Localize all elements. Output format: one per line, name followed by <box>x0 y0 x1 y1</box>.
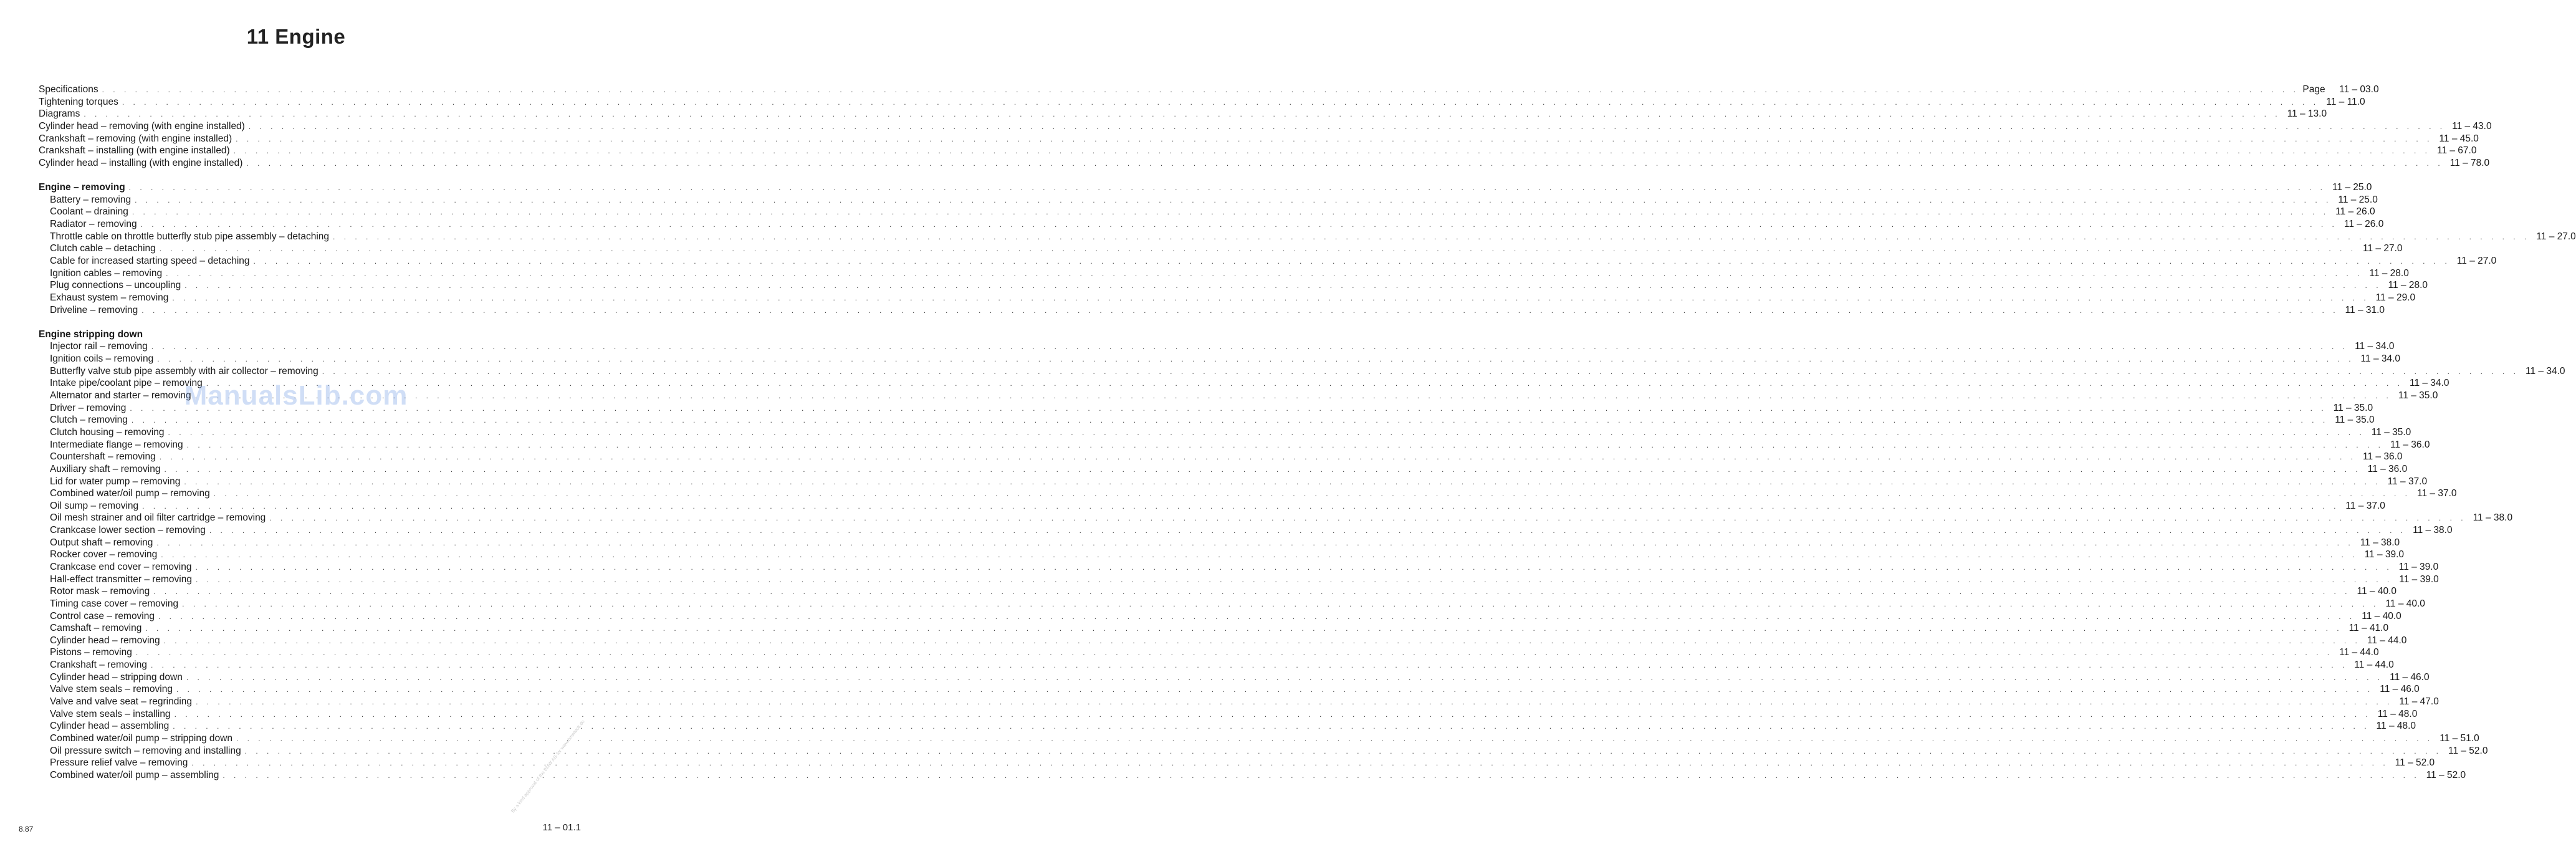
toc-entry <box>39 157 2490 170</box>
toc-entry-label: Cylinder head – removing <box>50 635 160 646</box>
toc-entry-label: Pistons – removing <box>50 647 132 658</box>
dot-leader: . . . . . . . . . . . . . . . . . . . . . . . . . . . . . . . . . . . . . . . . . . . . . . . . . . . . . . . . . . . . . . . . . . . . . . . . . . . . . . . . . . . . . . . . . . . . . . . . . . . . . . . . . . . . . . . . . . . . . . . . . . . . . . . . . . . . . . . . . . . . . . . . . . . . . . . . . . . . . . . . . . . . . . . . . . . . . . . . . . . . . . . . . . . . . . . . . . . . . . . . <box>141 305 2339 315</box>
toc-entry-label: Crankcase end cover – removing <box>50 561 192 572</box>
toc-entry-label: Cylinder head – removing (with engine installed) <box>39 120 245 132</box>
dot-leader: . . . . . . . . . . . . . . . . . . . . . . . . . . . . . . . . . . . . . . . . . . . . . . . . . . . . . . . . . . . . . . . . . . . . . . . . . . . . . . . . . . . . . . . . . . . . . . . . . . . . . . . . . . . . . . . . . . . . . . . . . . . . . . . . . . . . . . . . . . . . . . . . . . . . . . . . . . . . . . . . . . . . . . . . . . . . . . . . . . . . . . . . . . . . . . . . . . . . . . . . <box>176 685 2373 694</box>
toc-entry <box>39 194 2378 206</box>
dot-leader: . . . . . . . . . . . . . . . . . . . . . . . . . . . . . . . . . . . . . . . . . . . . . . . . . . . . . . . . . . . . . . . . . . . . . . . . . . . . . . . . . . . . . . . . . . . . . . . . . . . . . . . . . . . . . . . . . . . . . . . . . . . . . . . . . . . . . . . . . . . . . . . . . . . . . . . . . . . . . . . . . . . . . . . . . . . . . . . . . . . . . . . . . . . . . . . . . . . . . . . . <box>194 391 2392 401</box>
dot-leader: . . . . . . . . . . . . . . . . . . . . . . . . . . . . . . . . . . . . . . . . . . . . . . . . . . . . . . . . . . . . . . . . . . . . . . . . . . . . . . . . . . . . . . . . . . . . . . . . . . . . . . . . . . . . . . . . . . . . . . . . . . . . . . . . . . . . . . . . . . . . . . . . . . . . . . . . . . . . . . . . . . . . . . . . . . . . . . . . . . . . . . . . . . . . . . . . . . . . . . . . <box>166 269 2363 278</box>
toc-entry <box>39 573 2439 586</box>
toc-entry <box>39 304 2385 317</box>
toc-entry <box>39 500 2385 512</box>
toc-entry-label: Countershaft – removing <box>50 451 156 463</box>
toc-entry-label: Engine – removing <box>39 182 125 193</box>
dot-leader: . . . . . . . . . . . . . . . . . . . . . . . . . . . . . . . . . . . . . . . . . . . . . . . . . . . . . . . . . . . . . . . . . . . . . . . . . . . . . . . . . . . . . . . . . . . . . . . . . . . . . . . . . . . . . . . . . . . . . . . . . . . . . . . . . . . . . . . . . . . . . . . . . . . . . . . . . . . . . . . . . . . . . . . . . . . . . . . . . . . . . . . . . . . . . . . . . . . . . . . . <box>195 562 2393 572</box>
dot-leader: . . . . . . . . . . . . . . . . . . . . . . . . . . . . . . . . . . . . . . . . . . . . . . . . . . . . . . . . . . . . . . . . . . . . . . . . . . . . . . . . . . . . . . . . . . . . . . . . . . . . . . . . . . . . . . . . . . . . . . . . . . . . . . . . . . . . . . . . . . . . . . . . . . . . . . . . . . . . . . . . . . . . . . . . . . . . . . . . . . . . . . . . . . . . . . . . . . . . . . . . <box>186 673 2383 682</box>
dot-leader: . . . . . . . . . . . . . . . . . . . . . . . . . . . . . . . . . . . . . . . . . . . . . . . . . . . . . . . . . . . . . . . . . . . . . . . . . . . . . . . . . . . . . . . . . . . . . . . . . . . . . . . . . . . . . . . . . . . . . . . . . . . . . . . . . . . . . . . . . . . . . . . . . . . . . . . . . . . . . . . . . . . . . . . . . . . . . . . . . . . . . . . . . . . . . . . . . . . . . . . . <box>156 538 2354 547</box>
dot-leader: . . . . . . . . . . . . . . . . . . . . . . . . . . . . . . . . . . . . . . . . . . . . . . . . . . . . . . . . . . . . . . . . . . . . . . . . . . . . . . . . . . . . . . . . . . . . . . . . . . . . . . . . . . . . . . . . . . . . . . . . . . . . . . . . . . . . . . . . . . . . . . . . . . . . . . . . . . . . . . . . . . . . . . . . . . . . . . . . . . . . . . . . . . . . . . . . . . . . . . . . <box>196 575 2393 584</box>
toc-entry-label: Ignition cables – removing <box>50 267 163 279</box>
footer-page-number: 11 – 01.1 <box>542 822 581 833</box>
dot-leader: . . . . . . . . . . . . . . . . . . . . . . . . . . . . . . . . . . . . . . . . . . . . . . . . . . . . . . . . . . . . . . . . . . . . . . . . . . . . . . . . . . . . . . . . . . . . . . . . . . . . . . . . . . . . . . . . . . . . . . . . . . . . . . . . . . . . . . . . . . . . . . . . . . . . . . . . . . . . . . . . . . . . . . . . . . . . . . . . . . . . . . . . . . . . . . . . . . . . . . . . <box>159 244 2357 254</box>
toc-entry-page: 11 – 38.0 <box>2413 525 2453 536</box>
toc-entry-page: 11 – 47.0 <box>2399 696 2439 708</box>
toc-entry-label: Camshaft – removing <box>50 623 142 634</box>
toc-entry <box>39 463 2408 476</box>
toc-entry <box>39 549 2405 561</box>
toc-entry-page: 11 – 35.0 <box>2371 426 2411 438</box>
toc-entry-page: 11 – 37.0 <box>2387 476 2428 487</box>
dot-leader: . . . . . . . . . . . . . . . . . . . . . . . . . . . . . . . . . . . . . . . . . . . . . . . . . . . . . . . . . . . . . . . . . . . . . . . . . . . . . . . . . . . . . . . . . . . . . . . . . . . . . . . . . . . . . . . . . . . . . . . . . . . . . . . . . . . . . . . . . . . . . . . . . . . . . . . . . . . . . . . . . . . . . . . . . . . . . . . . . . . . . . . . . . . . . . . . . . . . . . . . <box>142 501 2339 511</box>
toc-entry <box>39 340 2395 353</box>
toc-entry <box>39 279 2428 292</box>
toc-entry <box>39 757 2435 769</box>
section-gap <box>39 316 558 329</box>
toc-entry <box>39 745 2488 757</box>
toc-entry-page: 11 – 52.0 <box>2426 769 2466 780</box>
dot-leader: . . . . . . . . . . . . . . . . . . . . . . . . . . . . . . . . . . . . . . . . . . . . . . . . . . . . . . . . . . . . . . . . . . . . . . . . . . . . . . . . . . . . . . . . . . . . . . . . . . . . . . . . . . . . . . . . . . . . . . . . . . . . . . . . . . . . . . . . . . . . . . . . . . . . . . . . . . . . . . . . . . . . . . . . . . . . . . . . . . . . . . . . . . . . . . . . . . . . . . . . <box>269 514 2467 523</box>
toc-entry <box>39 708 2418 721</box>
dot-leader: . . . . . . . . . . . . . . . . . . . . . . . . . . . . . . . . . . . . . . . . . . . . . . . . . . . . . . . . . . . . . . . . . . . . . . . . . . . . . . . . . . . . . . . . . . . . . . . . . . . . . . . . . . . . . . . . . . . . . . . . . . . . . . . . . . . . . . . . . . . . . . . . . . . . . . . . . . . . . . . . . . . . . . . . . . . . . . . . . . . . . . . . . . . . . . . . . . . . . . . . <box>163 636 2361 645</box>
dot-leader: . . . . . . . . . . . . . . . . . . . . . . . . . . . . . . . . . . . . . . . . . . . . . . . . . . . . . . . . . . . . . . . . . . . . . . . . . . . . . . . . . . . . . . . . . . . . . . . . . . . . . . . . . . . . . . . . . . . . . . . . . . . . . . . . . . . . . . . . . . . . . . . . . . . . . . . . . . . . . . . . . . . . . . . . . . . . . . . . . . . . . . . . . . . . . . . . . . . . . . . . <box>191 759 2389 768</box>
dot-leader: . . . . . . . . . . . . . . . . . . . . . . . . . . . . . . . . . . . . . . . . . . . . . . . . . . . . . . . . . . . . . . . . . . . . . . . . . . . . . . . . . . . . . . . . . . . . . . . . . . . . . . . . . . . . . . . . . . . . . . . . . . . . . . . . . . . . . . . . . . . . . . . . . . . . . . . . . . . . . . . . . . . . . . . . . . . . . . . . . . . . . . . . . . . . . . . . . . . . . . . . <box>151 342 2349 352</box>
toc-entry-page: 11 – 34.0 <box>2526 365 2565 377</box>
toc-entry-page: 11 – 34.0 <box>2355 341 2395 352</box>
toc-entry <box>39 512 2513 524</box>
toc-entry-page: 11 – 29.0 <box>2375 292 2416 303</box>
toc-entry-label: Crankshaft – removing (with engine installed) <box>39 133 232 144</box>
toc-entry-page: 11 – 39.0 <box>2399 573 2439 585</box>
toc-entry <box>39 365 2565 378</box>
toc-entry <box>39 439 2430 451</box>
dot-leader: . . . . . . . . . . . . . . . . . . . . . . . . . . . . . . . . . . . . . . . . . . . . . . . . . . . . . . . . . . . . . . . . . . . . . . . . . . . . . . . . . . . . . . . . . . . . . . . . . . . . . . . . . . . . . . . . . . . . . . . . . . . . . . . . . . . . . . . . . . . . . . . . . . . . . . . . . . . . . . . . . . . . . . . . . . . . . . . . . . . . . . . . . . . . . . . . . . . . . . . . <box>246 158 2444 168</box>
toc-entry-label: Driveline – removing <box>50 304 138 315</box>
toc-entry-label: Timing case cover – removing <box>50 598 179 609</box>
dot-leader: . . . . . . . . . . . . . . . . . . . . . . . . . . . . . . . . . . . . . . . . . . . . . . . . . . . . . . . . . . . . . . . . . . . . . . . . . . . . . . . . . . . . . . . . . . . . . . . . . . . . . . . . . . . . . . . . . . . . . . . . . . . . . . . . . . . . . . . . . . . . . . . . . . . . . . . . . . . . . . . . . . . . . . . . . . . . . . . . . . . . . . . . . . . . . . . . . . . . . . . . <box>182 599 2379 608</box>
section-heading <box>39 181 2372 194</box>
toc-entry <box>39 696 2439 708</box>
dot-leader: . . . . . . . . . . . . . . . . . . . . . . . . . . . . . . . . . . . . . . . . . . . . . . . . . . . . . . . . . . . . . . . . . . . . . . . . . . . . . . . . . . . . . . . . . . . . . . . . . . . . . . . . . . . . . . . . . . . . . . . . . . . . . . . . . . . . . . . . . . . . . . . . . . . . . . . . . . . . . . . . . . . . . . . . . . . . . . . . . . . . . . . . . . . . . . . . . . . . . . . . <box>153 587 2350 597</box>
toc-entry <box>39 635 2407 647</box>
footer-date: 8.87 <box>19 825 34 833</box>
toc-entry <box>39 487 2457 500</box>
toc-entry-label: Intermediate flange – removing <box>50 439 183 450</box>
toc-entry <box>39 610 2401 623</box>
toc-entry-page: 11 – 38.0 <box>2473 512 2513 524</box>
toc-entry-label: Combined water/oil pump – assembling <box>50 769 219 780</box>
toc-entry-label: Auxiliary shaft – removing <box>50 463 161 474</box>
toc-entry <box>39 108 2327 120</box>
toc-entry-page: 11 – 36.0 <box>2390 439 2430 450</box>
toc-entry-label: Cylinder head – stripping down <box>50 671 183 683</box>
toc-entry <box>39 414 2375 426</box>
toc-entry-label: Clutch – removing <box>50 415 128 426</box>
toc-entry-page: 11 – 37.0 <box>2345 500 2385 511</box>
dot-leader: . . . . . . . . . . . . . . . . . . . . . . . . . . . . . . . . . . . . . . . . . . . . . . . . . . . . . . . . . . . . . . . . . . . . . . . . . . . . . . . . . . . . . . . . . . . . . . . . . . . . . . . . . . . . . . . . . . . . . . . . . . . . . . . . . . . . . . . . . . . . . . . . . . . . . . . . . . . . . . . . . . . . . . . . . . . . . . . . . . . . . . . . . . . . . . . . . . . . . . . . <box>168 428 2365 437</box>
dot-leader: . . . . . . . . . . . . . . . . . . . . . . . . . . . . . . . . . . . . . . . . . . . . . . . . . . . . . . . . . . . . . . . . . . . . . . . . . . . . . . . . . . . . . . . . . . . . . . . . . . . . . . . . . . . . . . . . . . . . . . . . . . . . . . . . . . . . . . . . . . . . . . . . . . . . . . . . . . . . . . . . . . . . . . . . . . . . . . . . . . . . . . . . . . . . . . . . . . . . . . . . <box>150 661 2348 670</box>
toc-entry-label: Radiator – removing <box>50 219 137 230</box>
toc-entry-label: Combined water/oil pump – stripping down <box>50 732 232 744</box>
toc-entry-page: 11 – 26.0 <box>2335 206 2375 218</box>
toc-entry-page: 11 – 40.0 <box>2385 598 2425 609</box>
toc-entry-page: 11 – 43.0 <box>2452 120 2492 132</box>
toc-entry-label: Tightening torques <box>39 96 118 107</box>
toc-entry-label: Driver – removing <box>50 402 127 413</box>
toc-entry-label: Intake pipe/coolant pipe – removing <box>50 378 203 389</box>
toc-entry-label: Lid for water pump – removing <box>50 476 181 487</box>
dot-leader: . . . . . . . . . . . . . . . . . . . . . . . . . . . . . . . . . . . . . . . . . . . . . . . . . . . . . . . . . . . . . . . . . . . . . . . . . . . . . . . . . . . . . . . . . . . . . . . . . . . . . . . . . . . . . . . . . . . . . . . . . . . . . . . . . . . . . . . . . . . . . . . . . . . . . . . . . . . . . . . . . . . . . . . . . . . . . . . . . . . . . . . . . . . . . . . . . . . . . . . . <box>223 770 2420 780</box>
toc-entry <box>39 598 2425 610</box>
dot-leader: . . . . . . . . . . . . . . . . . . . . . . . . . . . . . . . . . . . . . . . . . . . . . . . . . . . . . . . . . . . . . . . . . . . . . . . . . . . . . . . . . . . . . . . . . . . . . . . . . . . . . . . . . . . . . . . . . . . . . . . . . . . . . . . . . . . . . . . . . . . . . . . . . . . . . . . . . . . . . . . . . . . . . . . . . . . . . . . . . . . . . . . . . . . . . . . . . . . . . . . . <box>206 379 2403 388</box>
toc-entry <box>39 451 2403 463</box>
toc-entry-label: Hall-effect transmitter – removing <box>50 573 192 585</box>
toc-entry-label: Valve stem seals – installing <box>50 708 171 719</box>
toc-entry-page: 11 – 36.0 <box>2367 463 2408 474</box>
toc-entry-page: 11 – 78.0 <box>2449 157 2490 168</box>
toc-entry-label: Cable for increased starting speed – detaching <box>50 255 250 266</box>
dot-leader: . . . . . . . . . . . . . . . . . . . . . . . . . . . . . . . . . . . . . . . . . . . . . . . . . . . . . . . . . . . . . . . . . . . . . . . . . . . . . . . . . . . . . . . . . . . . . . . . . . . . . . . . . . . . . . . . . . . . . . . . . . . . . . . . . . . . . . . . . . . . . . . . . . . . . . . . . . . . . . . . . . . . . . . . . . . . . . . . . . . . . . . . . . . . . . . . . . . . . . . . <box>132 208 2329 217</box>
toc-entry-page: 11 – 48.0 <box>2377 708 2418 719</box>
toc-entry-label: Battery – removing <box>50 194 132 205</box>
toc-entry-label: Throttle cable on throttle butterfly stub pipe assembly – detaching <box>50 231 330 242</box>
toc-entry-page: 11 – 34.0 <box>2409 378 2449 389</box>
approval-stamp: By a kind approval of the BMW AG for www.bmwteck.de <box>510 719 586 814</box>
toc-entry-label: Specifications <box>39 84 98 95</box>
toc-entry-label: Pressure relief valve – removing <box>50 757 188 769</box>
toc-entry-label: Clutch cable – detaching <box>50 243 156 254</box>
toc-entry <box>39 133 2479 145</box>
toc-entry <box>39 353 2401 365</box>
toc-entry <box>39 524 2453 537</box>
toc-entry-page: 11 – 28.0 <box>2369 267 2409 279</box>
toc-entry <box>39 659 2394 671</box>
dot-leader: . . . . . . . . . . . . . . . . . . . . . . . . . . . . . . . . . . . . . . . . . . . . . . . . . . . . . . . . . . . . . . . . . . . . . . . . . . . . . . . . . . . . . . . . . . . . . . . . . . . . . . . . . . . . . . . . . . . . . . . . . . . . . . . . . . . . . . . . . . . . . . . . . . . . . . . . . . . . . . . . . . . . . . . . . . . . . . . . . . . . . . . . . . . . . . . . . . . . . . . . <box>333 232 2530 241</box>
toc-entry-page: 11 – 44.0 <box>2339 647 2379 658</box>
dot-leader: . . . . . . . . . . . . . . . . . . . . . . . . . . . . . . . . . . . . . . . . . . . . . . . . . . . . . . . . . . . . . . . . . . . . . . . . . . . . . . . . . . . . . . . . . . . . . . . . . . . . . . . . . . . . . . . . . . . . . . . . . . . . . . . . . . . . . . . . . . . . . . . . . . . . . . . . . . . . . . . . . . . . . . . . . . . . . . . . . . . . . . . . . . . . . . . . . . . . . . . . <box>135 195 2332 204</box>
toc-entry-page: 11 – 44.0 <box>2354 660 2394 671</box>
toc-entry-label: Injector rail – removing <box>50 341 148 352</box>
toc-entry-page: 11 – 46.0 <box>2380 684 2420 695</box>
toc-entry-page: 11 – 40.0 <box>2362 610 2401 621</box>
toc-entry-label: Combined water/oil pump – removing <box>50 488 210 499</box>
toc-entry-page: 11 – 40.0 <box>2357 586 2396 597</box>
dot-leader: . . . . . . . . . . . . . . . . . . . . . . . . . . . . . . . . . . . . . . . . . . . . . . . . . . . . . . . . . . . . . . . . . . . . . . . . . . . . . . . . . . . . . . . . . . . . . . . . . . . . . . . . . . . . . . . . . . . . . . . . . . . . . . . . . . . . . . . . . . . . . . . . . . . . . . . . . . . . . . . . . . . . . . . . . . . . . . . . . . . . . . . . . . . . . . . . . . . . . . . . <box>161 550 2358 560</box>
toc-entry-label: Diagrams <box>39 108 80 120</box>
dot-leader: . . . . . . . . . . . . . . . . . . . . . . . . . . . . . . . . . . . . . . . . . . . . . . . . . . . . . . . . . . . . . . . . . . . . . . . . . . . . . . . . . . . . . . . . . . . . . . . . . . . . . . . . . . . . . . . . . . . . . . . . . . . . . . . . . . . . . . . . . . . . . . . . . . . . . . . . . . . . . . . . . . . . . . . . . . . . . . . . . . . . . . . . . . . . . . . . . . . . . . . . <box>172 293 2370 302</box>
toc-entry-page: 11 – 41.0 <box>2349 623 2389 634</box>
dot-leader: . . . . . . . . . . . . . . . . . . . . . . . . . . . . . . . . . . . . . . . . . . . . . . . . . . . . . . . . . . . . . . . . . . . . . . . . . . . . . . . . . . . . . . . . . . . . . . . . . . . . . . . . . . . . . . . . . . . . . . . . . . . . . . . . . . . . . . . . . . . . . . . . . . . . . . . . . . . . . . . . . . . . . . . . . . . . . . . . . . . . . . . . . . . . . . . . . . . . . . . . <box>131 416 2329 425</box>
toc-entry-page: 11 – 28.0 <box>2388 280 2428 291</box>
toc-entry <box>39 206 2375 218</box>
toc-entry <box>39 96 2365 108</box>
toc-entry-page: 11 – 27.0 <box>2363 243 2403 254</box>
dot-leader: . . . . . . . . . . . . . . . . . . . . . . . . . . . . . . . . . . . . . . . . . . . . . . . . . . . . . . . . . . . . . . . . . . . . . . . . . . . . . . . . . . . . . . . . . . . . . . . . . . . . . . . . . . . . . . . . . . . . . . . . . . . . . . . . . . . . . . . . . . . . . . . . . . . . . . . . . . . . . . . . . . . . . . . . . . . . . . . . . . . . . . . . . . . . . . . . . . . . . . . . <box>84 110 2281 119</box>
toc-entry-page: 11 – 26.0 <box>2344 219 2384 230</box>
toc-entry <box>39 231 2576 243</box>
toc-entry-page: 11 – 39.0 <box>2364 549 2405 560</box>
toc-entry <box>39 769 2466 782</box>
dot-leader: . . . . . . . . . . . . . . . . . . . . . . . . . . . . . . . . . . . . . . . . . . . . . . . . . . . . . . . . . . . . . . . . . . . . . . . . . . . . . . . . . . . . . . . . . . . . . . . . . . . . . . . . . . . . . . . . . . . . . . . . . . . . . . . . . . . . . . . . . . . . . . . . . . . . . . . . . . . . . . . . . . . . . . . . . . . . . . . . . . . . . . . . . . . . . . . . . . . . . . . . <box>164 464 2362 474</box>
toc-entry <box>39 537 2400 549</box>
toc-entry <box>39 622 2389 635</box>
toc-entry-label: Rocker cover – removing <box>50 549 158 560</box>
toc-entry-page: 11 – 36.0 <box>2363 451 2403 463</box>
toc-entry <box>39 255 2497 267</box>
toc-entry-label: Coolant – draining <box>50 206 128 218</box>
toc-entry <box>39 145 2477 157</box>
toc-entry-label: Clutch housing – removing <box>50 426 165 438</box>
toc-entry-label: Output shaft – removing <box>50 537 153 548</box>
toc-entry-page: 11 – 37.0 <box>2417 488 2457 499</box>
dot-leader: . . . . . . . . . . . . . . . . . . . . . . . . . . . . . . . . . . . . . . . . . . . . . . . . . . . . . . . . . . . . . . . . . . . . . . . . . . . . . . . . . . . . . . . . . . . . . . . . . . . . . . . . . . . . . . . . . . . . . . . . . . . . . . . . . . . . . . . . . . . . . . . . . . . . . . . . . . . . . . . . . . . . . . . . . . . . . . . . . . . . . . . . . . . . . . . . . . . . . . . . <box>248 122 2446 131</box>
toc-entry-page: 11 – 25.0 <box>2332 182 2372 193</box>
dot-leader: . . . . . . . . . . . . . . . . . . . . . . . . . . . . . . . . . . . . . . . . . . . . . . . . . . . . . . . . . . . . . . . . . . . . . . . . . . . . . . . . . . . . . . . . . . . . . . . . . . . . . . . . . . . . . . . . . . . . . . . . . . . . . . . . . . . . . . . . . . . . . . . . . . . . . . . . . . . . . . . . . . . . . . . . . . . . . . . . . . . . . . . . . . . . . . . . . . . . . . . . <box>186 440 2384 449</box>
dot-leader: . . . . . . . . . . . . . . . . . . . . . . . . . . . . . . . . . . . . . . . . . . . . . . . . . . . . . . . . . . . . . . . . . . . . . . . . . . . . . . . . . . . . . . . . . . . . . . . . . . . . . . . . . . . . . . . . . . . . . . . . . . . . . . . . . . . . . . . . . . . . . . . . . . . . . . . . . . . . . . . . . . . . . . . . . . . . . . . . . . . . . . . . . . . . . . . . . . . . . . . . <box>135 648 2333 658</box>
dot-leader: . . . . . . . . . . . . . . . . . . . . . . . . . . . . . . . . . . . . . . . . . . . . . . . . . . . . . . . . . . . . . . . . . . . . . . . . . . . . . . . . . . . . . . . . . . . . . . . . . . . . . . . . . . . . . . . . . . . . . . . . . . . . . . . . . . . . . . . . . . . . . . . . . . . . . . . . . . . . . . . . . . . . . . . . . . . . . . . . . . . . . . . . . . . . . . . . . . . . . . . . <box>159 453 2357 462</box>
toc-entry <box>39 671 2430 684</box>
dot-leader: . . . . . . . . . . . . . . . . . . . . . . . . . . . . . . . . . . . . . . . . . . . . . . . . . . . . . . . . . . . . . . . . . . . . . . . . . . . . . . . . . . . . . . . . . . . . . . . . . . . . . . . . . . . . . . . . . . . . . . . . . . . . . . . . . . . . . . . . . . . . . . . . . . . . . . . . . . . . . . . . . . . . . . . . . . . . . . . . . . . . . . . . . . . . . . . . . . . . . . . . <box>174 709 2372 719</box>
toc-entry-page: 11 – 13.0 <box>2287 108 2327 120</box>
toc-entry <box>39 218 2384 231</box>
toc-entry-label: Valve stem seals – removing <box>50 684 173 695</box>
dot-leader: . . . . . . . . . . . . . . . . . . . . . . . . . . . . . . . . . . . . . . . . . . . . . . . . . . . . . . . . . . . . . . . . . . . . . . . . . . . . . . . . . . . . . . . . . . . . . . . . . . . . . . . . . . . . . . . . . . . . . . . . . . . . . . . . . . . . . . . . . . . . . . . . . . . . . . . . . . . . . . . . . . . . . . . . . . . . . . . . . . . . . . . . . . . . . . . . . . . . . . . . <box>140 220 2338 229</box>
dot-leader: . . . . . . . . . . . . . . . . . . . . . . . . . . . . . . . . . . . . . . . . . . . . . . . . . . . . . . . . . . . . . . . . . . . . . . . . . . . . . . . . . . . . . . . . . . . . . . . . . . . . . . . . . . . . . . . . . . . . . . . . . . . . . . . . . . . . . . . . . . . . . . . . . . . . . . . . . . . . . . . . . . . . . . . . . . . . . . . . . . . . . . . . . . . . . . . . . . . . . . . . <box>236 134 2433 143</box>
toc-entry-label: Crankshaft – installing (with engine installed) <box>39 145 230 156</box>
section-heading <box>39 329 558 341</box>
toc-entry <box>39 267 2409 280</box>
toc-entry-page: 11 – 27.0 <box>2456 255 2497 266</box>
toc-entry-page: 11 – 39.0 <box>2398 561 2439 572</box>
toc-entry-label: Ignition coils – removing <box>50 353 154 365</box>
dot-leader: . . . . . . . . . . . . . . . . . . . . . . . . . . . . . . . . . . . . . . . . . . . . . . . . . . . . . . . . . . . . . . . . . . . . . . . . . . . . . . . . . . . . . . . . . . . . . . . . . . . . . . . . . . . . . . . . . . . . . . . . . . . . . . . . . . . . . . . . . . . . . . . . . . . . . . . . . . . . . . . . . . . . . . . . . . . . . . . . . . . . . . . . . . . . . . . . . . . . . . . . <box>196 698 2393 707</box>
toc-entry-page: 11 – 03.0 <box>2339 84 2379 95</box>
toc-entry-page: 11 – 45.0 <box>2439 133 2479 144</box>
toc-entry <box>39 292 2416 304</box>
dot-leader: . . . . . . . . . . . . . . . . . . . . . . . . . . . . . . . . . . . . . . . . . . . . . . . . . . . . . . . . . . . . . . . . . . . . . . . . . . . . . . . . . . . . . . . . . . . . . . . . . . . . . . . . . . . . . . . . . . . . . . . . . . . . . . . . . . . . . . . . . . . . . . . . . . . . . . . . . . . . . . . . . . . . . . . . . . . . . . . . . . . . . . . . . . . . . . . . . . . . . . . . <box>102 85 2299 94</box>
toc-entry-label: Crankcase lower section – removing <box>50 525 206 536</box>
toc-entry <box>39 732 2479 745</box>
toc-entry-label: Cylinder head – installing (with engine installed) <box>39 157 243 168</box>
toc-entry-label: Cylinder head – assembling <box>50 721 170 732</box>
toc-entry-label: Oil pressure switch – removing and installing <box>50 745 241 756</box>
toc-entry-label: Crankshaft – removing <box>50 660 147 671</box>
toc-entry-page: 11 – 34.0 <box>2360 353 2401 365</box>
toc-entry-page: 11 – 38.0 <box>2360 537 2400 548</box>
toc-entry-page: 11 – 48.0 <box>2376 721 2416 732</box>
toc-entry-page: 11 – 44.0 <box>2367 635 2407 646</box>
dot-leader: . . . . . . . . . . . . . . . . . . . . . . . . . . . . . . . . . . . . . . . . . . . . . . . . . . . . . . . . . . . . . . . . . . . . . . . . . . . . . . . . . . . . . . . . . . . . . . . . . . . . . . . . . . . . . . . . . . . . . . . . . . . . . . . . . . . . . . . . . . . . . . . . . . . . . . . . . . . . . . . . . . . . . . . . . . . . . . . . . . . . . . . . . . . . . . . . . . . . . . . . <box>130 403 2327 413</box>
toc-entry <box>39 120 2492 133</box>
dot-leader: . . . . . . . . . . . . . . . . . . . . . . . . . . . . . . . . . . . . . . . . . . . . . . . . . . . . . . . . . . . . . . . . . . . . . . . . . . . . . . . . . . . . . . . . . . . . . . . . . . . . . . . . . . . . . . . . . . . . . . . . . . . . . . . . . . . . . . . . . . . . . . . . . . . . . . . . . . . . . . . . . . . . . . . . . . . . . . . . . . . . . . . . . . . . . . . . . . . . . . . . <box>322 367 2519 376</box>
toc-entry <box>39 720 2416 732</box>
dot-leader: . . . . . . . . . . . . . . . . . . . . . . . . . . . . . . . . . . . . . . . . . . . . . . . . . . . . . . . . . . . . . . . . . . . . . . . . . . . . . . . . . . . . . . . . . . . . . . . . . . . . . . . . . . . . . . . . . . . . . . . . . . . . . . . . . . . . . . . . . . . . . . . . . . . . . . . . . . . . . . . . . . . . . . . . . . . . . . . . . . . . . . . . . . . . . . . . . . . . . . . . <box>253 256 2451 266</box>
dot-leader: . . . . . . . . . . . . . . . . . . . . . . . . . . . . . . . . . . . . . . . . . . . . . . . . . . . . . . . . . . . . . . . . . . . . . . . . . . . . . . . . . . . . . . . . . . . . . . . . . . . . . . . . . . . . . . . . . . . . . . . . . . . . . . . . . . . . . . . . . . . . . . . . . . . . . . . . . . . . . . . . . . . . . . . . . . . . . . . . . . . . . . . . . . . . . . . . . . . . . . . . <box>173 722 2370 731</box>
toc-entry-page: 11 – 35.0 <box>2335 415 2375 426</box>
dot-leader: . . . . . . . . . . . . . . . . . . . . . . . . . . . . . . . . . . . . . . . . . . . . . . . . . . . . . . . . . . . . . . . . . . . . . . . . . . . . . . . . . . . . . . . . . . . . . . . . . . . . . . . . . . . . . . . . . . . . . . . . . . . . . . . . . . . . . . . . . . . . . . . . . . . . . . . . . . . . . . . . . . . . . . . . . . . . . . . . . . . . . . . . . . . . . . . . . . . . . . . . <box>128 183 2326 193</box>
toc-entry <box>39 84 2379 96</box>
toc-entry <box>39 646 2379 659</box>
toc-entry <box>39 561 2439 573</box>
dot-leader: . . . . . . . . . . . . . . . . . . . . . . . . . . . . . . . . . . . . . . . . . . . . . . . . . . . . . . . . . . . . . . . . . . . . . . . . . . . . . . . . . . . . . . . . . . . . . . . . . . . . . . . . . . . . . . . . . . . . . . . . . . . . . . . . . . . . . . . . . . . . . . . . . . . . . . . . . . . . . . . . . . . . . . . . . . . . . . . . . . . . . . . . . . . . . . . . . . . . . . . . <box>158 612 2355 621</box>
dot-leader: . . . . . . . . . . . . . . . . . . . . . . . . . . . . . . . . . . . . . . . . . . . . . . . . . . . . . . . . . . . . . . . . . . . . . . . . . . . . . . . . . . . . . . . . . . . . . . . . . . . . . . . . . . . . . . . . . . . . . . . . . . . . . . . . . . . . . . . . . . . . . . . . . . . . . . . . . . . . . . . . . . . . . . . . . . . . . . . . . . . . . . . . . . . . . . . . . . . . . . . . <box>145 624 2343 633</box>
toc-entry-page: 11 – 31.0 <box>2345 304 2385 315</box>
toc-entry-label: Valve and valve seat – regrinding <box>50 696 193 708</box>
watermark: ManualsLib.com <box>184 380 408 411</box>
toc-entry-page: 11 – 35.0 <box>2398 390 2438 401</box>
toc-entry-page: 11 – 25.0 <box>2338 194 2378 205</box>
toc-entry-label: Exhaust system – removing <box>50 292 169 303</box>
toc-entry-page: 11 – 52.0 <box>2395 757 2435 769</box>
toc-entry-label: Alternator and starter – removing <box>50 390 191 401</box>
toc-entry-page: 11 – 35.0 <box>2333 402 2373 413</box>
toc-entry-page: 11 – 11.0 <box>2326 96 2365 107</box>
page-title: 11 Engine <box>246 25 346 48</box>
toc-entry-page: 11 – 27.0 <box>2536 231 2576 242</box>
toc-entry-label: Oil sump – removing <box>50 500 139 511</box>
toc-entry-label: Butterfly valve stub pipe assembly with air collector – removing <box>50 365 318 377</box>
toc-entry-page: 11 – 52.0 <box>2448 745 2488 756</box>
toc-entry-label: Engine stripping down <box>39 329 143 340</box>
toc-entry <box>39 242 2403 255</box>
dot-leader: . . . . . . . . . . . . . . . . . . . . . . . . . . . . . . . . . . . . . . . . . . . . . . . . . . . . . . . . . . . . . . . . . . . . . . . . . . . . . . . . . . . . . . . . . . . . . . . . . . . . . . . . . . . . . . . . . . . . . . . . . . . . . . . . . . . . . . . . . . . . . . . . . . . . . . . . . . . . . . . . . . . . . . . . . . . . . . . . . . . . . . . . . . . . . . . . . . . . . . . . <box>122 97 2319 107</box>
toc-entry-page: 11 – 51.0 <box>2440 732 2479 744</box>
dot-leader: . . . . . . . . . . . . . . . . . . . . . . . . . . . . . . . . . . . . . . . . . . . . . . . . . . . . . . . . . . . . . . . . . . . . . . . . . . . . . . . . . . . . . . . . . . . . . . . . . . . . . . . . . . . . . . . . . . . . . . . . . . . . . . . . . . . . . . . . . . . . . . . . . . . . . . . . . . . . . . . . . . . . . . . . . . . . . . . . . . . . . . . . . . . . . . . . . . . . . . . . <box>213 489 2411 499</box>
dot-leader: . . . . . . . . . . . . . . . . . . . . . . . . . . . . . . . . . . . . . . . . . . . . . . . . . . . . . . . . . . . . . . . . . . . . . . . . . . . . . . . . . . . . . . . . . . . . . . . . . . . . . . . . . . . . . . . . . . . . . . . . . . . . . . . . . . . . . . . . . . . . . . . . . . . . . . . . . . . . . . . . . . . . . . . . . . . . . . . . . . . . . . . . . . . . . . . . . . . . . . . . <box>157 355 2355 364</box>
dot-leader: . . . . . . . . . . . . . . . . . . . . . . . . . . . . . . . . . . . . . . . . . . . . . . . . . . . . . . . . . . . . . . . . . . . . . . . . . . . . . . . . . . . . . . . . . . . . . . . . . . . . . . . . . . . . . . . . . . . . . . . . . . . . . . . . . . . . . . . . . . . . . . . . . . . . . . . . . . . . . . . . . . . . . . . . . . . . . . . . . . . . . . . . . . . . . . . . . . . . . . . . <box>184 477 2382 486</box>
dot-leader: . . . . . . . . . . . . . . . . . . . . . . . . . . . . . . . . . . . . . . . . . . . . . . . . . . . . . . . . . . . . . . . . . . . . . . . . . . . . . . . . . . . . . . . . . . . . . . . . . . . . . . . . . . . . . . . . . . . . . . . . . . . . . . . . . . . . . . . . . . . . . . . . . . . . . . . . . . . . . . . . . . . . . . . . . . . . . . . . . . . . . . . . . . . . . . . . . . . . . . . . <box>233 146 2431 156</box>
toc-entry-label: Plug connections – uncoupling <box>50 280 181 291</box>
dot-leader: . . . . . . . . . . . . . . . . . . . . . . . . . . . . . . . . . . . . . . . . . . . . . . . . . . . . . . . . . . . . . . . . . . . . . . . . . . . . . . . . . . . . . . . . . . . . . . . . . . . . . . . . . . . . . . . . . . . . . . . . . . . . . . . . . . . . . . . . . . . . . . . . . . . . . . . . . . . . . . . . . . . . . . . . . . . . . . . . . . . . . . . . . . . . . . . . . . . . . . . . <box>244 746 2442 756</box>
toc-entry-label: Rotor mask – removing <box>50 586 150 597</box>
toc-entry-label: Control case – removing <box>50 610 155 621</box>
toc-entry <box>39 683 2420 696</box>
dot-leader: . . . . . . . . . . . . . . . . . . . . . . . . . . . . . . . . . . . . . . . . . . . . . . . . . . . . . . . . . . . . . . . . . . . . . . . . . . . . . . . . . . . . . . . . . . . . . . . . . . . . . . . . . . . . . . . . . . . . . . . . . . . . . . . . . . . . . . . . . . . . . . . . . . . . . . . . . . . . . . . . . . . . . . . . . . . . . . . . . . . . . . . . . . . . . . . . . . . . . . . . <box>236 734 2433 743</box>
dot-leader: . . . . . . . . . . . . . . . . . . . . . . . . . . . . . . . . . . . . . . . . . . . . . . . . . . . . . . . . . . . . . . . . . . . . . . . . . . . . . . . . . . . . . . . . . . . . . . . . . . . . . . . . . . . . . . . . . . . . . . . . . . . . . . . . . . . . . . . . . . . . . . . . . . . . . . . . . . . . . . . . . . . . . . . . . . . . . . . . . . . . . . . . . . . . . . . . . . . . . . . . <box>209 526 2406 535</box>
toc-entry-page: 11 – 46.0 <box>2390 671 2430 683</box>
section-gap <box>39 169 558 181</box>
toc-entry-label: Oil mesh strainer and oil filter cartridge – removing <box>50 512 266 524</box>
toc-entry <box>39 426 2411 439</box>
toc-entry <box>39 476 2428 488</box>
dot-leader: . . . . . . . . . . . . . . . . . . . . . . . . . . . . . . . . . . . . . . . . . . . . . . . . . . . . . . . . . . . . . . . . . . . . . . . . . . . . . . . . . . . . . . . . . . . . . . . . . . . . . . . . . . . . . . . . . . . . . . . . . . . . . . . . . . . . . . . . . . . . . . . . . . . . . . . . . . . . . . . . . . . . . . . . . . . . . . . . . . . . . . . . . . . . . . . . . . . . . . . . <box>184 281 2382 290</box>
page-prefix: Page <box>2302 84 2325 95</box>
toc-entry <box>39 585 2396 598</box>
toc-entry-page: 11 – 67.0 <box>2436 145 2477 156</box>
